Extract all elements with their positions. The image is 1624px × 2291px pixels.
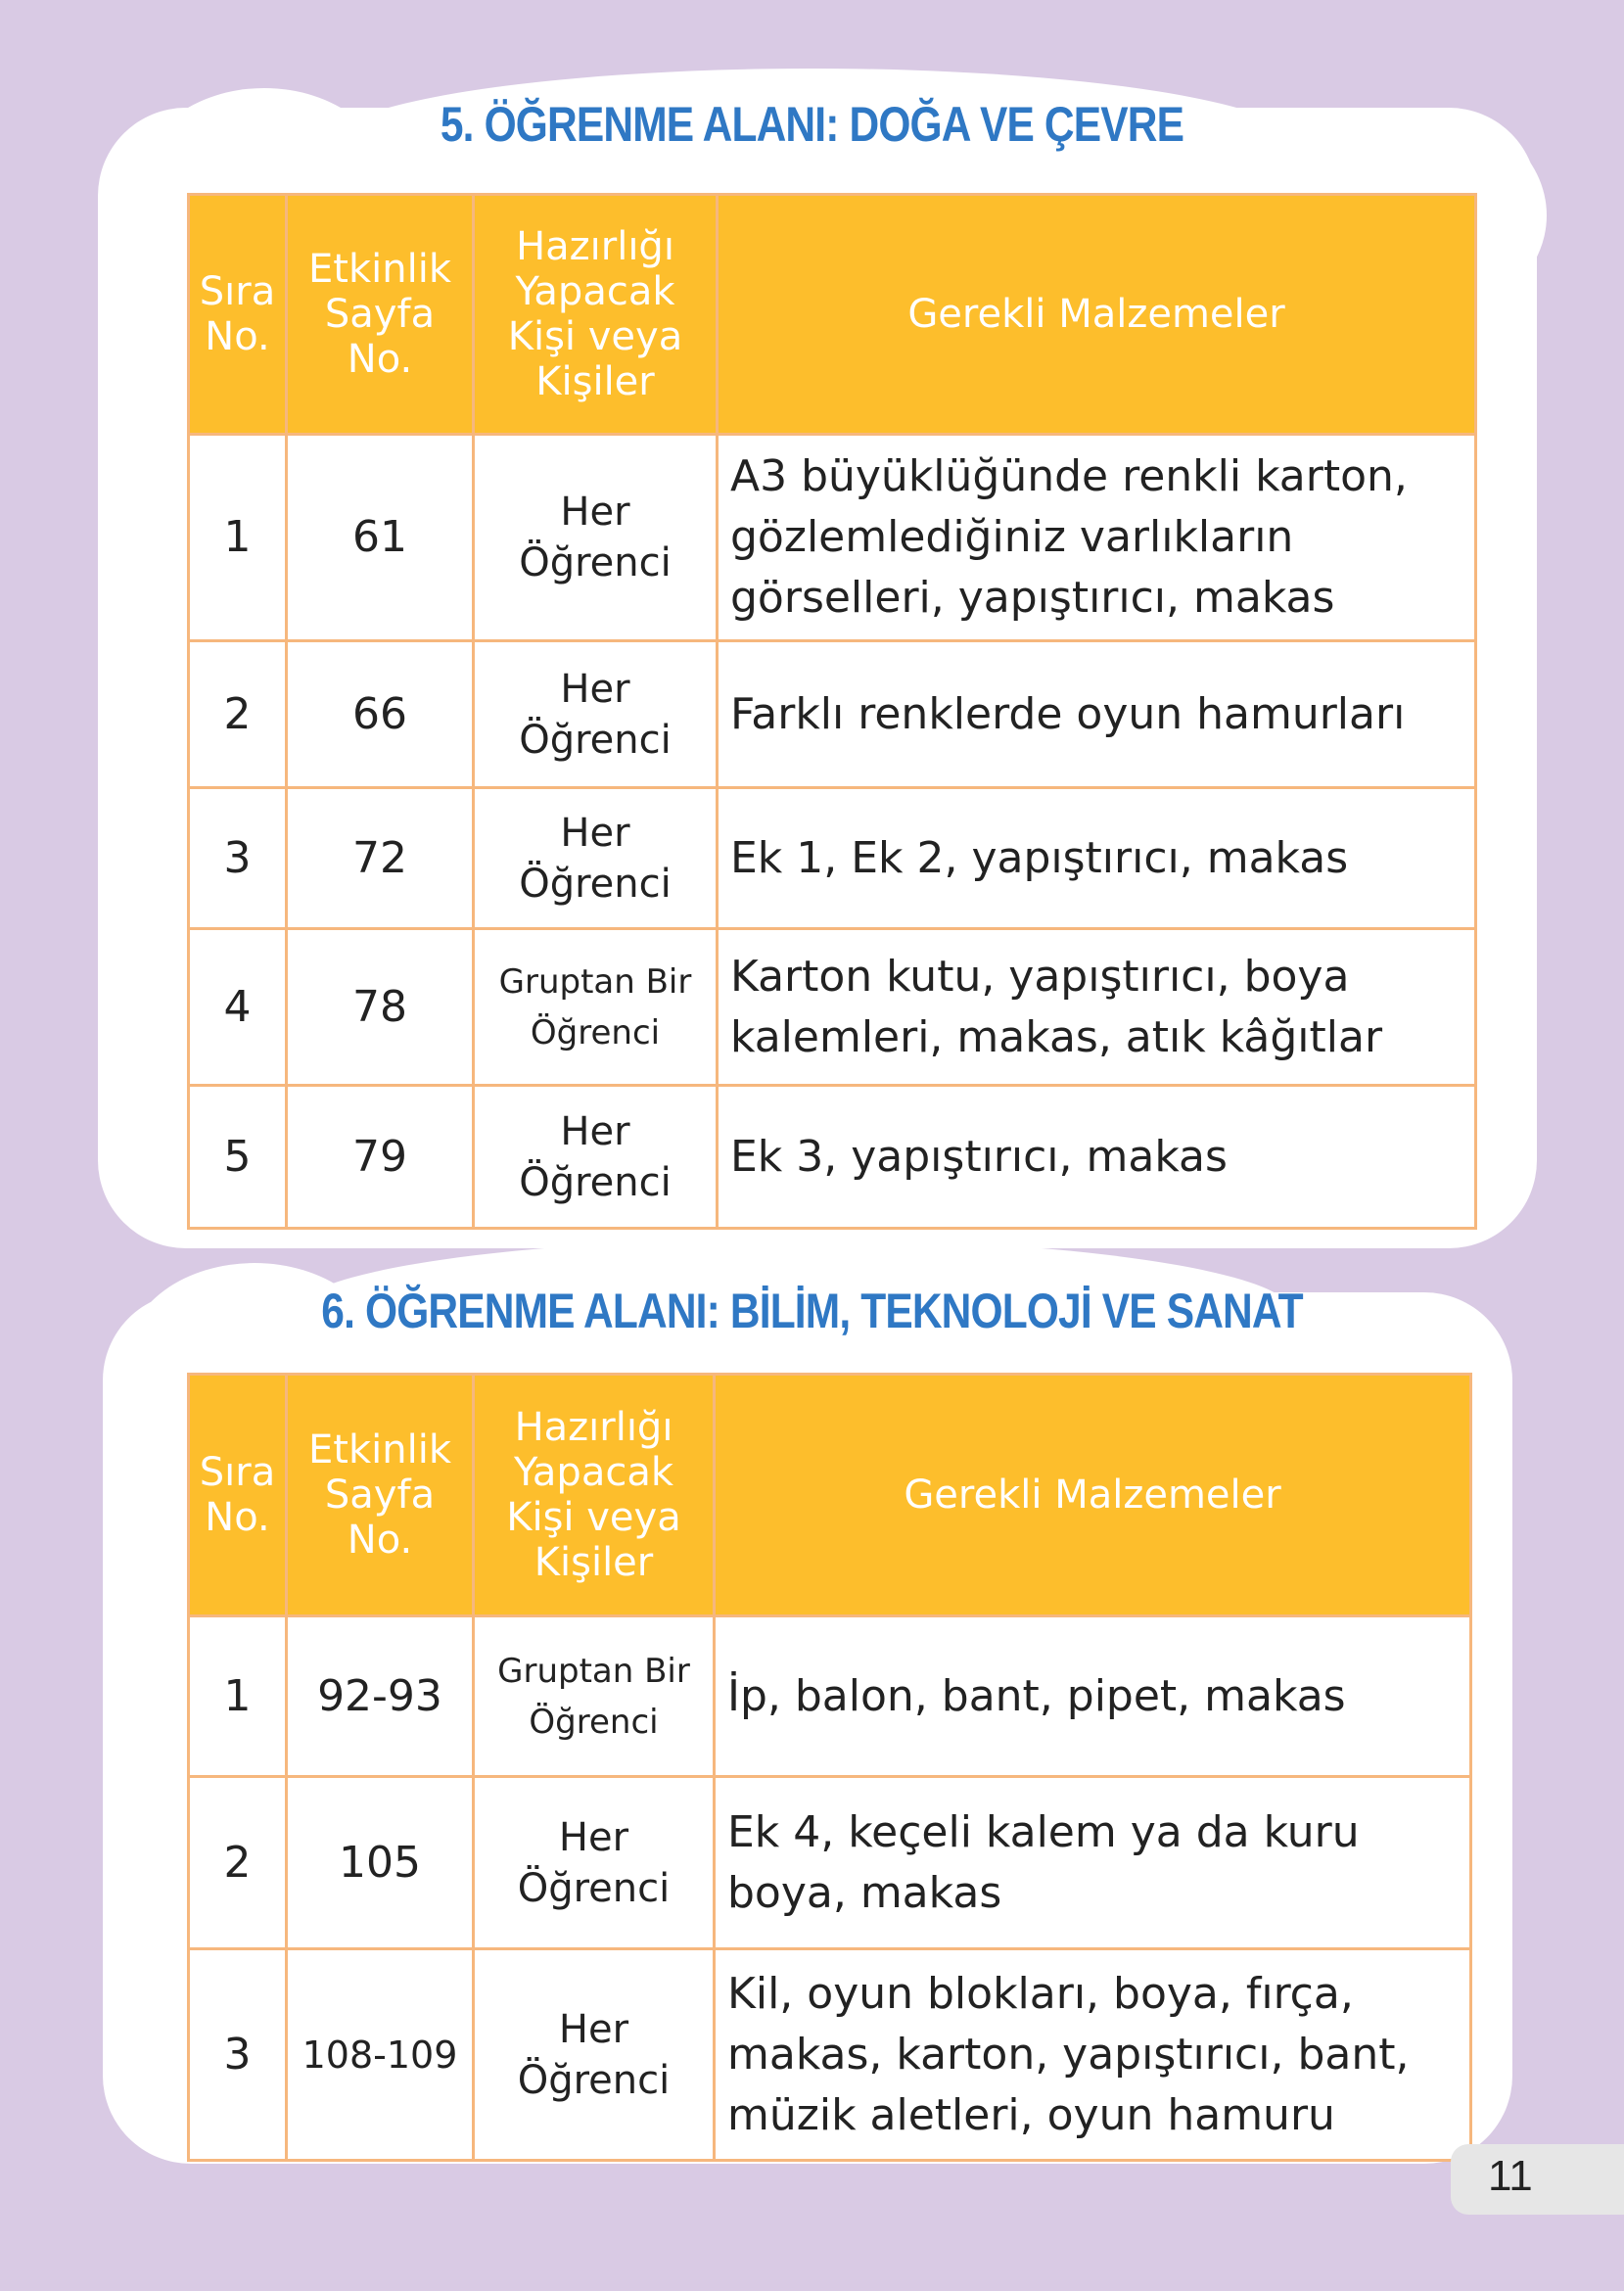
table-row	[189, 1616, 1471, 1777]
row-materials: Kil, oyun blokları, boya, fırça, makas, karton, yapıştırıcı, bant, müzik aletleri, oyun hamuru	[715, 1949, 1471, 2161]
table-row	[189, 435, 1476, 641]
row-page: 92-93	[287, 1616, 474, 1777]
row-materials: Karton kutu, yapıştırıcı, boya kalemleri, makas, atık kâğıtlar	[718, 929, 1476, 1086]
row-who: Her Öğrenci	[474, 435, 718, 641]
row-who: Her Öğrenci	[474, 1777, 715, 1949]
row-who: Gruptan Bir Öğrenci	[474, 1616, 715, 1777]
row-no: 1	[189, 435, 287, 641]
header-hazirlik: Hazırlığı Yapacak Kişi veya Kişiler	[474, 1375, 715, 1616]
row-page: 108-109	[287, 1949, 474, 2161]
row-page: 78	[287, 929, 474, 1086]
table-header-row	[189, 195, 1476, 435]
row-no: 5	[189, 1086, 287, 1229]
table-row	[189, 1949, 1471, 2161]
row-who: Her Öğrenci	[474, 788, 718, 929]
row-no: 3	[189, 788, 287, 929]
row-materials: Farklı renklerde oyun hamurları	[718, 641, 1476, 788]
header-hazirlik: Hazırlığı Yapacak Kişi veya Kişiler	[474, 195, 718, 435]
row-page: 66	[287, 641, 474, 788]
table-header-row	[189, 1375, 1471, 1616]
table-row	[189, 788, 1476, 929]
header-sira-no: Sıra No.	[189, 1375, 287, 1616]
section6-title: 6. ÖĞRENME ALANI: BİLİM, TEKNOLOJİ VE SANAT	[321, 1284, 1303, 1338]
row-materials: İp, balon, bant, pipet, makas	[715, 1616, 1471, 1777]
row-no: 4	[189, 929, 287, 1086]
page-number-tab	[1451, 2144, 1624, 2215]
row-no: 3	[189, 1949, 287, 2161]
row-page: 105	[287, 1777, 474, 1949]
row-no: 2	[189, 1777, 287, 1949]
row-materials: A3 büyüklüğünde renkli karton, gözlemlediğiniz varlıkların görselleri, yapıştırıcı, makas	[718, 435, 1476, 641]
table-row	[189, 641, 1476, 788]
row-who: Her Öğrenci	[474, 1949, 715, 2161]
row-no: 2	[189, 641, 287, 788]
header-malzemeler: Gerekli Malzemeler	[718, 195, 1476, 435]
row-materials: Ek 3, yapıştırıcı, makas	[718, 1086, 1476, 1229]
row-who: Her Öğrenci	[474, 1086, 718, 1229]
table-row	[189, 1086, 1476, 1229]
page-number: 11	[1488, 2152, 1533, 2200]
row-page: 79	[287, 1086, 474, 1229]
row-page: 72	[287, 788, 474, 929]
header-malzemeler: Gerekli Malzemeler	[715, 1375, 1471, 1616]
row-materials: Ek 4, keçeli kalem ya da kuru boya, makas	[715, 1777, 1471, 1949]
section5-table	[187, 193, 1477, 1230]
header-etkinlik-sayfa: Etkinlik Sayfa No.	[287, 1375, 474, 1616]
row-who: Gruptan Bir Öğrenci	[474, 929, 718, 1086]
row-no: 1	[189, 1616, 287, 1777]
table-row	[189, 1777, 1471, 1949]
row-who: Her Öğrenci	[474, 641, 718, 788]
row-page: 61	[287, 435, 474, 641]
section5-title: 5. ÖĞRENME ALANI: DOĞA VE ÇEVRE	[440, 97, 1184, 152]
section6-table	[187, 1373, 1472, 2162]
header-sira-no: Sıra No.	[189, 195, 287, 435]
header-etkinlik-sayfa: Etkinlik Sayfa No.	[287, 195, 474, 435]
row-materials: Ek 1, Ek 2, yapıştırıcı, makas	[718, 788, 1476, 929]
table-row	[189, 929, 1476, 1086]
